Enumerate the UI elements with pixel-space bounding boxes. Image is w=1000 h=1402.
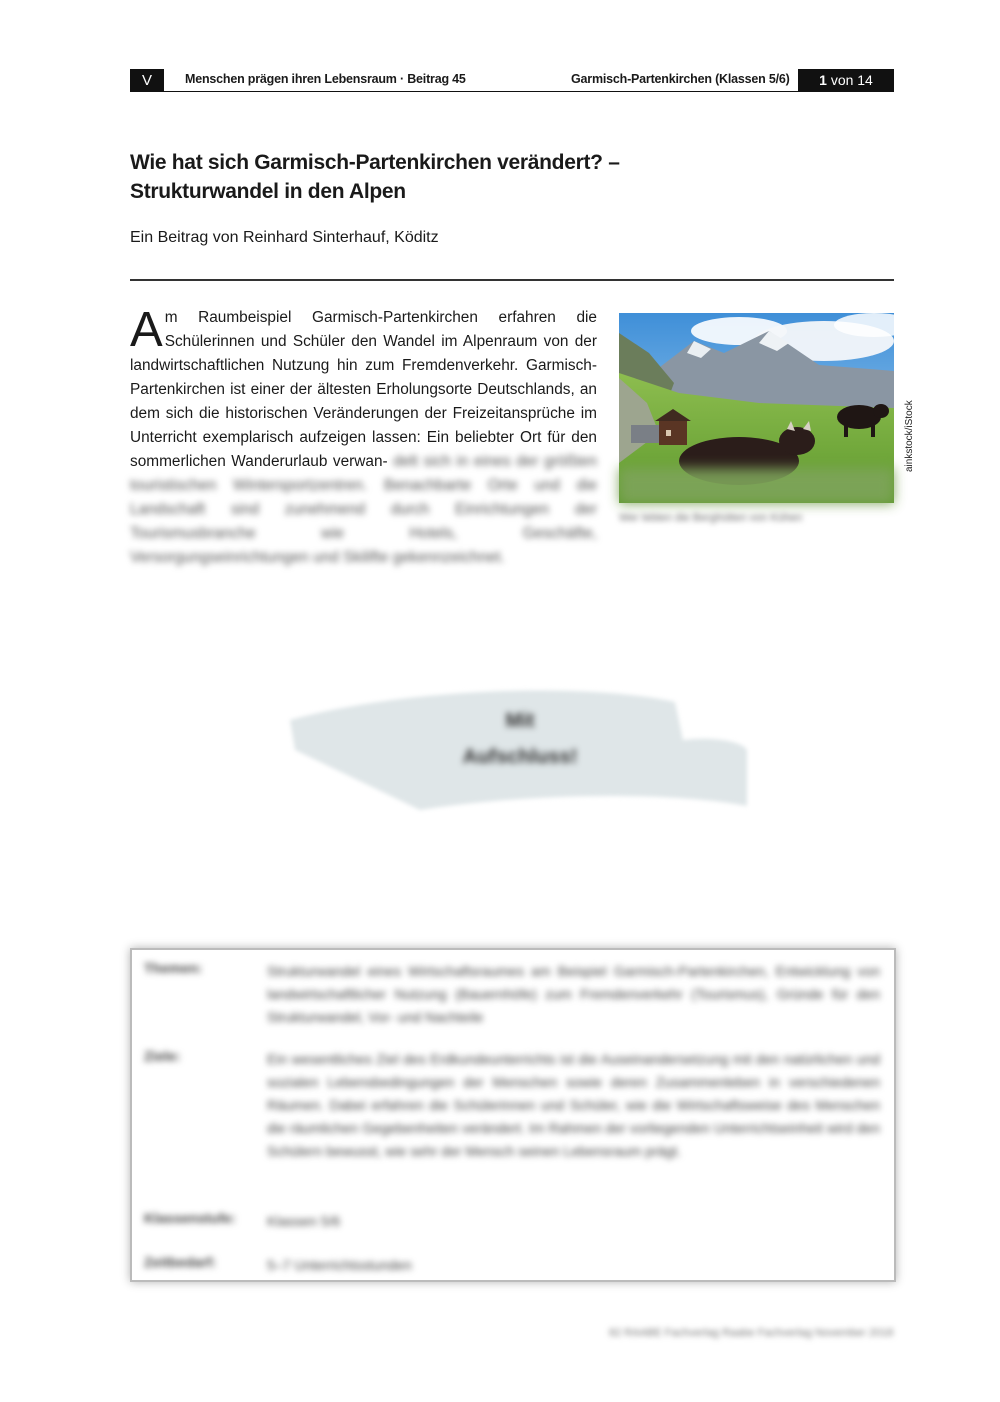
intro-text: m Raumbeispiel Garmisch-Partenkirchen erfahren die Schülerinnen und Schüler den Wandel im Alpenraum von der landwirtschaftlichen Nutzung hin zum Fremdenverkehr. Garmisch-Partenkirchen ist einer der ältesten Erholungsorte Deutschlands, an dem sich die historischen Veränderungen der Freizeitansprüche im Unterricht exemplarisch aufzeigen lassen: Ein beliebter Ort für den sommerlichen Wanderurlaub verwan- — [130, 309, 597, 470]
page-total: von 14 — [830, 72, 873, 88]
info-label: Klassenstufe: — [144, 1210, 236, 1226]
preview-banner — [285, 680, 755, 820]
photo-credit: ainkstock/iStock — [904, 400, 915, 472]
intro-text-blurred: delt sich in eines der größten touristischen Wintersportzentren. Benachbarte Orte und die Landschaft sind zunehmend durch Einrichtungen der Tourismusbranche wie Hotels, Geschäfte, Versorgungseinrichtungen und Skilifte gekennzeichnet. — [130, 453, 597, 566]
page-header — [130, 69, 894, 92]
info-label: Zeitbedarf: — [144, 1254, 217, 1270]
page-number — [798, 69, 894, 92]
info-label: Themen: — [144, 960, 203, 976]
banner-line-2: Aufschluss! — [462, 746, 578, 768]
drop-cap: A — [130, 303, 163, 357]
info-value: Klassen 5/6 — [267, 1213, 341, 1229]
info-value: 5–7 Unterrichtsstunden — [267, 1257, 412, 1273]
page-current: 1 — [819, 72, 827, 88]
topic-title: Garmisch-Partenkirchen (Klassen 5/6) — [571, 72, 790, 86]
intro-paragraph — [130, 303, 597, 570]
photo-blurred-bottom — [619, 468, 894, 504]
info-value: Strukturwandel eines Wirtschaftsraumes am Beispiel Garmisch-Partenkirchen, Entwicklung von landwirtschaftlicher Nutzung (Bauernhöfe) zum Fremdenverkehr (Tourismus), Gründe für den Strukturwandel, Vor- und Nachteile — [267, 963, 880, 1025]
series-title: Menschen prägen ihren Lebensraum · Beitrag 45 — [185, 72, 466, 86]
header-rule — [164, 91, 798, 93]
article-title — [130, 148, 750, 206]
info-box — [130, 948, 896, 1282]
page-footer: 82 RAABE Fachverlag Raabe Fachverlag November 2018 — [609, 1327, 894, 1339]
info-label: Ziele: — [144, 1048, 181, 1064]
divider — [130, 279, 894, 281]
title-line-2: Strukturwandel in den Alpen — [130, 180, 406, 203]
title-line-1: Wie hat sich Garmisch-Partenkirchen verändert? – — [130, 151, 620, 174]
byline: Ein Beitrag von Reinhard Sinterhauf, Köditz — [130, 229, 439, 246]
info-value: Ein wesentliches Ziel des Erdkundeunterrichts ist die Auseinandersetzung mit den natürlichen und sozialen Lebensbedingungen der Menschen sowie deren Zusammenleben in verschiedenen Räumen. Dabei erfahren die Schülerinnen und Schüler, wie die Wirtschaftsweise des Menschen die räumlichen Gegebenheiten verändert. Im Rahmen der vorliegenden Unterrichtseinheit wird den Schülern bewusst, wie sehr der Mensch seinen Lebensraum prägt. — [267, 1051, 880, 1159]
section-badge: V — [130, 69, 164, 92]
banner-line-1: Mit — [505, 710, 535, 732]
photo-caption: Wer lebten die Berghütten von Kühen — [619, 512, 803, 524]
